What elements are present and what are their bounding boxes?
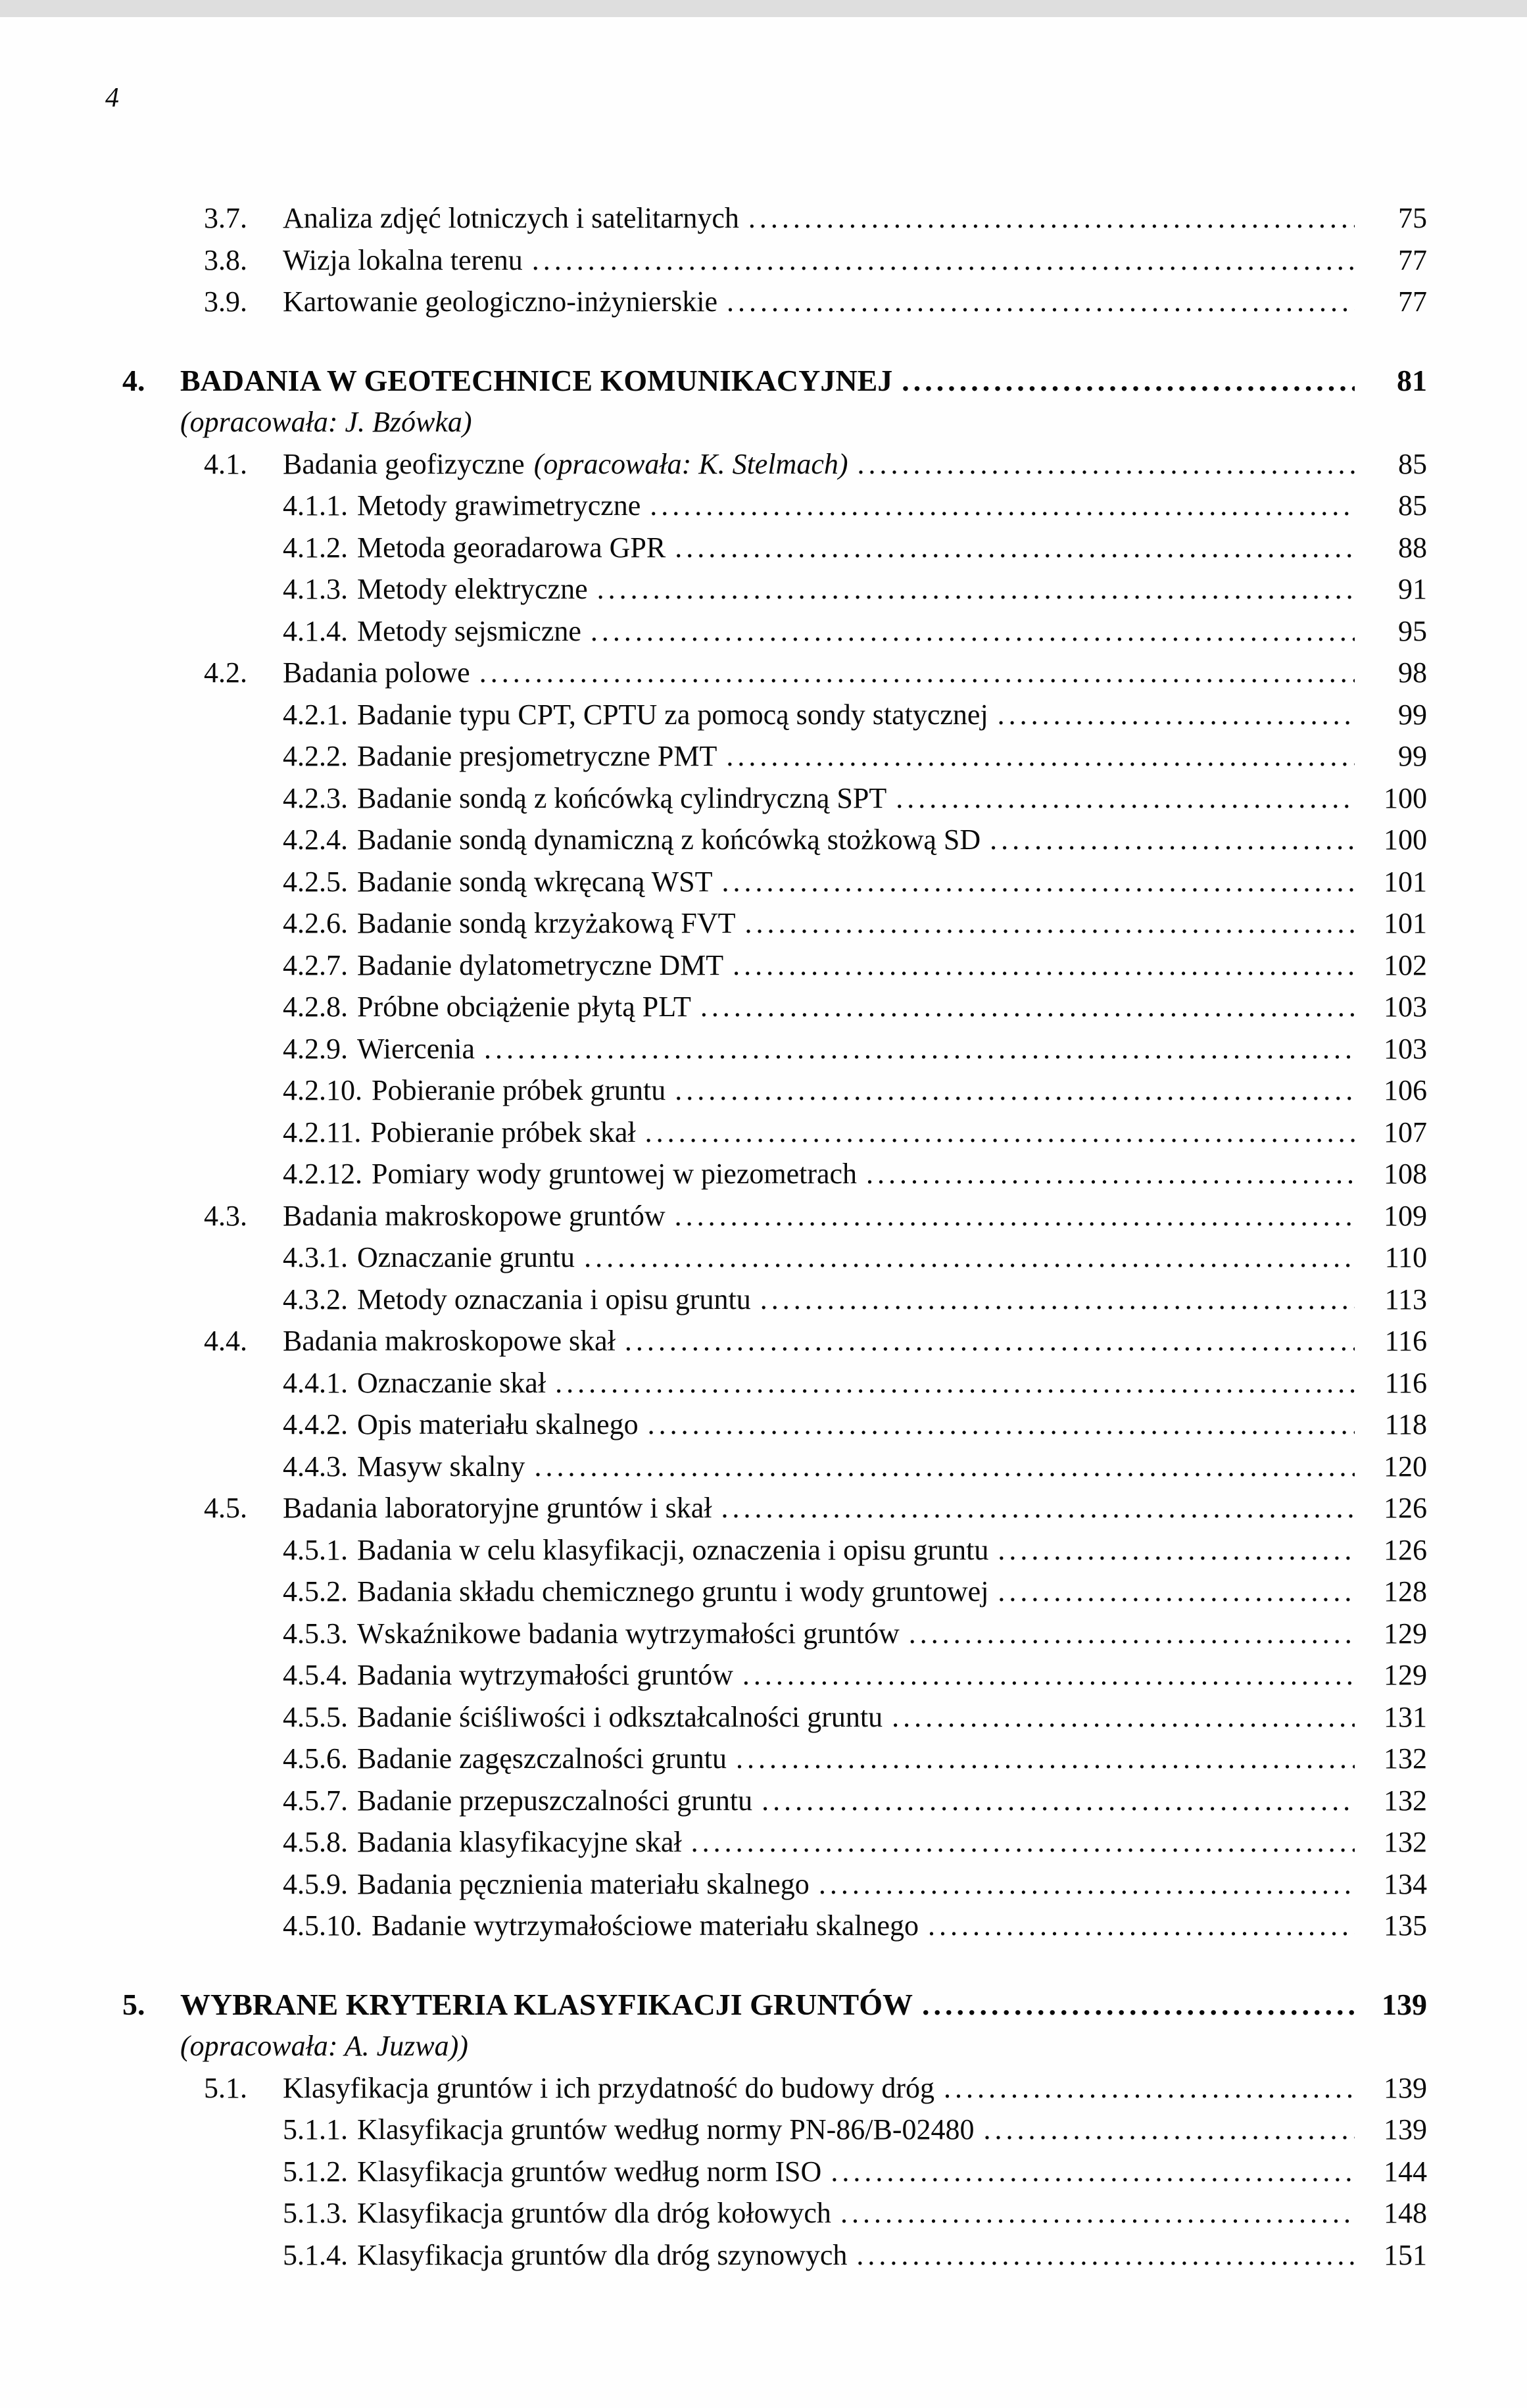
toc-entry-label: Badania makroskopowe gruntów [283, 1199, 666, 1232]
toc-entry [122, 945, 1427, 987]
toc-entry-page: 139 [1384, 2113, 1427, 2146]
toc-leader-dots [990, 819, 1355, 861]
toc-entry-page: 144 [1384, 2155, 1427, 2188]
toc-entry-number: 3.8. [204, 243, 247, 276]
toc-entry [122, 1905, 1427, 1947]
toc-entry-number: 4.2. [204, 656, 247, 689]
toc-leader-dots [597, 568, 1355, 610]
toc-leader-dots [866, 1153, 1355, 1195]
toc-entry [122, 2067, 1427, 2109]
toc-entry-label: Badanie dylatometryczne DMT [357, 948, 724, 981]
toc-entry [122, 401, 1427, 443]
toc-entry [122, 197, 1427, 239]
toc-entry-number: 4.1.4. [283, 614, 348, 647]
toc-entry-label: Metody sejsmiczne [357, 614, 581, 647]
toc-entry-label: Klasyfikacja gruntów i ich przydatność do budowy dróg [283, 2071, 934, 2104]
toc-entry [122, 443, 1427, 485]
toc-leader-dots [675, 527, 1355, 569]
toc-entry [122, 2109, 1427, 2151]
toc-entry-number: 4.3.2. [283, 1283, 348, 1315]
toc-entry-number: 4.2.3. [283, 781, 348, 814]
toc-entry-number: 5.1.3. [283, 2197, 348, 2229]
toc-leader-dots [648, 1404, 1355, 1446]
toc-entry [122, 1487, 1427, 1529]
toc-entry-number: 4.2.11. [283, 1116, 362, 1148]
toc-entry [122, 1069, 1427, 1112]
page-number: 4 [105, 83, 119, 113]
toc-entry-number: 4.2.10. [283, 1074, 362, 1106]
toc-entry [122, 1404, 1427, 1446]
toc-entry-number: 4.5.5. [283, 1700, 348, 1733]
toc-entry-number: 4.4. [204, 1325, 247, 1357]
toc-leader-dots [584, 1237, 1355, 1279]
toc-entry-author-inline: (opracowała: K. Stelmach) [533, 447, 848, 480]
toc-leader-dots [760, 1279, 1355, 1321]
toc-entry [122, 1195, 1427, 1237]
toc-leader-dots [998, 1529, 1355, 1571]
toc-entry-label: Badanie sondą z końcówką cylindryczną SPT [357, 781, 887, 814]
toc-leader-dots [479, 652, 1355, 694]
toc-entry [122, 485, 1427, 527]
toc-entry-page: 85 [1398, 489, 1427, 522]
toc-leader-dots [819, 1863, 1355, 1905]
toc-entry-page: 103 [1384, 1032, 1427, 1065]
toc-entry-number: 4.4.3. [283, 1450, 348, 1483]
toc-entry-label: Badanie presjometryczne PMT [357, 740, 717, 772]
toc-entry-page: 139 [1382, 1987, 1427, 2021]
toc-entry-label: Metody grawimetryczne [357, 489, 641, 522]
toc-entry-number: 4.5.3. [283, 1617, 348, 1650]
toc-entry-label: Badanie sondą dynamiczną z końcówką stożkową SD [357, 823, 981, 856]
toc-entry-page: 103 [1384, 991, 1427, 1023]
toc-entry-label: Wskaźnikowe badania wytrzymałości gruntów [357, 1617, 900, 1650]
toc-entry [122, 1529, 1427, 1571]
toc-entry-number: 4.5.1. [283, 1533, 348, 1566]
toc-entry-label: Opis materiału skalnego [357, 1408, 639, 1440]
toc-entry-label: (opracowała: J. Bzówka) [180, 406, 472, 438]
toc-entry-number: 4.5.8. [283, 1826, 348, 1858]
toc-entry-number: 5.1.4. [283, 2238, 348, 2271]
toc-entry-page: 81 [1397, 363, 1427, 397]
toc-entry [122, 1571, 1427, 1613]
toc-leader-dots [555, 1362, 1355, 1404]
toc-leader-dots [922, 1984, 1355, 2026]
toc-entry-page: 110 [1384, 1241, 1427, 1273]
toc-entry-label: Badanie sondą wkręcaną WST [357, 865, 713, 898]
toc-entry [122, 1237, 1427, 1279]
toc-entry-label: Badania pęcznienia materiału skalnego [357, 1867, 810, 1900]
toc-entry-page: 113 [1384, 1283, 1427, 1315]
toc-entry-number: 4.1.2. [283, 531, 348, 564]
toc-leader-dots [748, 197, 1355, 239]
toc-leader-dots [928, 1905, 1355, 1947]
toc-entry-label: Badania polowe [283, 656, 470, 689]
toc-entry-page: 99 [1398, 740, 1427, 772]
toc-entry [122, 281, 1427, 323]
toc-entry-number: 4.2.9. [283, 1032, 348, 1065]
toc-entry-label: Badanie ściśliwości i odkształcalności gruntu [357, 1700, 883, 1733]
toc-leader-dots [733, 945, 1355, 987]
toc-entry-page: 100 [1384, 781, 1427, 814]
toc-entry-number: 4. [122, 363, 145, 397]
toc-entry-number: 5.1. [204, 2071, 247, 2104]
scan-edge [0, 0, 1527, 17]
toc-entry-page: 99 [1398, 698, 1427, 731]
toc-entry-number: 4.2.4. [283, 823, 348, 856]
toc-entry-number: 4.1. [204, 447, 247, 480]
toc-entry [122, 1112, 1427, 1154]
toc-leader-dots [998, 1571, 1355, 1613]
toc-leader-dots [484, 1028, 1355, 1070]
toc-leader-dots [902, 360, 1355, 402]
toc-leader-dots [591, 610, 1355, 652]
toc-leader-dots [721, 861, 1355, 903]
toc-entry [122, 2234, 1427, 2276]
toc-leader-dots [742, 1654, 1355, 1696]
toc-leader-dots [700, 986, 1355, 1028]
toc-entry-page: 91 [1398, 573, 1427, 605]
toc-entry-page: 139 [1384, 2071, 1427, 2104]
toc-entry-page: 132 [1384, 1742, 1427, 1775]
toc-entry-label: BADANIA W GEOTECHNICE KOMUNIKACYJNEJ [180, 363, 893, 397]
toc-entry-page: 101 [1384, 865, 1427, 898]
toc-entry [122, 568, 1427, 610]
toc-entry [122, 1279, 1427, 1321]
toc-entry-label: Badania klasyfikacyjne skał [357, 1826, 682, 1858]
toc-entry [122, 2151, 1427, 2193]
toc-entry-number: 5.1.2. [283, 2155, 348, 2188]
toc-entry-label: Badania geofizyczne [283, 447, 525, 480]
toc-entry-label: Badania składu chemicznego gruntu i wody gruntowej [357, 1575, 989, 1608]
toc-entry-number: 4.5. [204, 1492, 247, 1524]
toc-entry [122, 610, 1427, 652]
toc-entry-number: 4.2.1. [283, 698, 348, 731]
toc-entry-page: 98 [1398, 656, 1427, 689]
toc-entry [122, 1696, 1427, 1738]
toc-entry-number: 4.2.7. [283, 948, 348, 981]
toc-leader-dots [675, 1195, 1355, 1237]
toc-entry-page: 108 [1384, 1158, 1427, 1190]
toc-leader-dots [944, 2067, 1355, 2109]
toc-entry [122, 1821, 1427, 1863]
toc-entry-label: Pomiary wody gruntowej w piezometrach [372, 1158, 858, 1190]
toc-entry [122, 1863, 1427, 1905]
toc-leader-dots [675, 1069, 1355, 1112]
toc-entry-page: 107 [1384, 1116, 1427, 1148]
toc-entry-label: Pobieranie próbek skał [370, 1116, 636, 1148]
toc-entry-page: 118 [1384, 1408, 1427, 1440]
toc-entry [122, 1362, 1427, 1404]
toc-entry [122, 777, 1427, 820]
toc-entry-number: 4.3. [204, 1199, 247, 1232]
toc-leader-dots [721, 1487, 1355, 1529]
toc-entry [122, 694, 1427, 736]
toc-leader-dots [856, 2234, 1355, 2276]
toc-entry-page: 77 [1398, 285, 1427, 318]
toc-entry-label: Klasyfikacja gruntów według normy PN-86/B-02480 [357, 2113, 975, 2146]
toc-entry-page: 135 [1384, 1909, 1427, 1942]
toc-entry-number: 4.4.2. [283, 1408, 348, 1440]
toc-entry [122, 1320, 1427, 1362]
toc-entry [122, 819, 1427, 861]
toc-entry-page: 85 [1398, 447, 1427, 480]
toc-entry-label: Badania laboratoryjne gruntów i skał [283, 1492, 712, 1524]
toc-entry-page: 120 [1384, 1450, 1427, 1483]
toc-entry-label: Klasyfikacja gruntów dla dróg szynowych [357, 2238, 848, 2271]
toc-entry-number: 5.1.1. [283, 2113, 348, 2146]
toc-entry-number: 4.1.1. [283, 489, 348, 522]
toc-entry [122, 735, 1427, 777]
toc-leader-dots [532, 239, 1355, 282]
toc-entry [122, 2192, 1427, 2234]
toc-entry-page: 126 [1384, 1492, 1427, 1524]
toc-entry [122, 360, 1427, 402]
toc-entry [122, 902, 1427, 945]
toc-entry-label: Badanie typu CPT, CPTU za pomocą sondy statycznej [357, 698, 988, 731]
toc-entry-label: Wiercenia [357, 1032, 475, 1065]
toc-entry-page: 151 [1384, 2238, 1427, 2271]
toc-entry [122, 1780, 1427, 1822]
toc-entry [122, 1446, 1427, 1488]
toc-entry-page: 88 [1398, 531, 1427, 564]
toc-entry-label: Metody elektryczne [357, 573, 588, 605]
toc-leader-dots [998, 694, 1355, 736]
toc-entry-page: 134 [1384, 1867, 1427, 1900]
toc-entry-number: 4.5.4. [283, 1659, 348, 1691]
toc-entry-label: (opracowała: A. Juzwa)) [180, 2030, 468, 2062]
toc-leader-dots [650, 485, 1355, 527]
toc-entry-label: Pobieranie próbek gruntu [372, 1074, 666, 1106]
toc-entry-label: Badania wytrzymałości gruntów [357, 1659, 733, 1691]
toc-entry [122, 1654, 1427, 1696]
toc-entry-number: 4.1.3. [283, 573, 348, 605]
toc-leader-dots [984, 2109, 1355, 2151]
toc-leader-dots [691, 1821, 1355, 1863]
toc-entry-page: 148 [1384, 2197, 1427, 2229]
toc-entry-page: 106 [1384, 1074, 1427, 1106]
toc-entry-page: 131 [1384, 1700, 1427, 1733]
toc-leader-dots [625, 1320, 1355, 1362]
toc-entry-label: WYBRANE KRYTERIA KLASYFIKACJI GRUNTÓW [180, 1987, 913, 2021]
toc-entry-page: 101 [1384, 907, 1427, 939]
toc-entry-label: Oznaczanie gruntu [357, 1241, 575, 1273]
toc-leader-dots [727, 281, 1355, 323]
toc-entry-number: 3.9. [204, 285, 247, 318]
toc-leader-dots [858, 443, 1355, 485]
toc-entry-label: Oznaczanie skał [357, 1366, 546, 1399]
toc-entry-page: 116 [1384, 1366, 1427, 1399]
toc-entry [122, 1613, 1427, 1655]
toc-entry-page: 95 [1398, 614, 1427, 647]
toc-leader-dots [645, 1112, 1355, 1154]
toc-entry-label: Badania w celu klasyfikacji, oznaczenia i opisu gruntu [357, 1533, 989, 1566]
toc-entry-label: Badania makroskopowe skał [283, 1325, 616, 1357]
toc-leader-dots [744, 902, 1355, 945]
toc-entry-number: 4.5.6. [283, 1742, 348, 1775]
toc-entry-page: 109 [1384, 1199, 1427, 1232]
toc-entry-label: Metoda georadarowa GPR [357, 531, 666, 564]
toc-leader-dots [909, 1613, 1355, 1655]
toc-list [122, 197, 1427, 2276]
toc-entry-page: 128 [1384, 1575, 1427, 1608]
toc-entry-page: 100 [1384, 823, 1427, 856]
toc-entry-label: Klasyfikacja gruntów według norm ISO [357, 2155, 822, 2188]
toc-entry [122, 239, 1427, 282]
toc-entry-page: 129 [1384, 1659, 1427, 1691]
toc-entry-label: Badanie zagęszczalności gruntu [357, 1742, 727, 1775]
toc-entry-page: 102 [1384, 948, 1427, 981]
toc-entry-label: Kartowanie geologiczno-inżynierskie [283, 285, 717, 318]
toc-entry-number: 4.5.7. [283, 1784, 348, 1817]
toc-entry-label: Badanie przepuszczalności gruntu [357, 1784, 753, 1817]
toc-entry-label: Metody oznaczania i opisu gruntu [357, 1283, 751, 1315]
toc-entry [122, 652, 1427, 694]
toc-entry [122, 861, 1427, 903]
toc-entry-number: 4.2.8. [283, 991, 348, 1023]
toc-entry-page: 126 [1384, 1533, 1427, 1566]
toc-entry [122, 1028, 1427, 1070]
toc-entry-page: 77 [1398, 243, 1427, 276]
toc-entry-page: 132 [1384, 1784, 1427, 1817]
toc-entry-number: 4.2.6. [283, 907, 348, 939]
toc-entry-page: 116 [1384, 1325, 1427, 1357]
toc-entry [122, 527, 1427, 569]
toc-entry [122, 1984, 1427, 2026]
toc-entry-number: 4.2.5. [283, 865, 348, 898]
toc-leader-dots [534, 1446, 1355, 1488]
toc-entry-label: Wizja lokalna terenu [283, 243, 523, 276]
toc-entry-page: 129 [1384, 1617, 1427, 1650]
toc-entry [122, 1153, 1427, 1195]
toc-entry-label: Klasyfikacja gruntów dla dróg kołowych [357, 2197, 831, 2229]
toc-entry-number: 4.2.2. [283, 740, 348, 772]
toc-leader-dots [736, 1738, 1355, 1780]
toc-entry-number: 4.5.10. [283, 1909, 362, 1942]
toc-leader-dots [726, 735, 1355, 777]
toc-entry-label: Masyw skalny [357, 1450, 525, 1483]
toc-entry-number: 5. [122, 1987, 145, 2021]
toc-entry-page: 132 [1384, 1826, 1427, 1858]
toc-entry-label: Badanie wytrzymałościowe materiału skalnego [372, 1909, 919, 1942]
toc-leader-dots [896, 777, 1355, 820]
toc-leader-dots [840, 2192, 1355, 2234]
toc-leader-dots [892, 1696, 1355, 1738]
toc-entry-number: 4.5.2. [283, 1575, 348, 1608]
toc-leader-dots [831, 2151, 1355, 2193]
toc-leader-dots [762, 1780, 1355, 1822]
toc-entry-number: 4.5.9. [283, 1867, 348, 1900]
toc-entry [122, 2025, 1427, 2067]
toc-entry-number: 4.4.1. [283, 1366, 348, 1399]
toc-entry-page: 75 [1398, 202, 1427, 234]
toc-entry-number: 3.7. [204, 202, 247, 234]
toc-entry [122, 986, 1427, 1028]
toc-entry-label: Analiza zdjęć lotniczych i satelitarnych [283, 202, 739, 234]
toc-entry-number: 4.2.12. [283, 1158, 362, 1190]
toc-entry-label: Próbne obciążenie płytą PLT [357, 991, 691, 1023]
toc-entry [122, 1738, 1427, 1780]
toc-entry-label: Badanie sondą krzyżakową FVT [357, 907, 736, 939]
toc-entry-number: 4.3.1. [283, 1241, 348, 1273]
